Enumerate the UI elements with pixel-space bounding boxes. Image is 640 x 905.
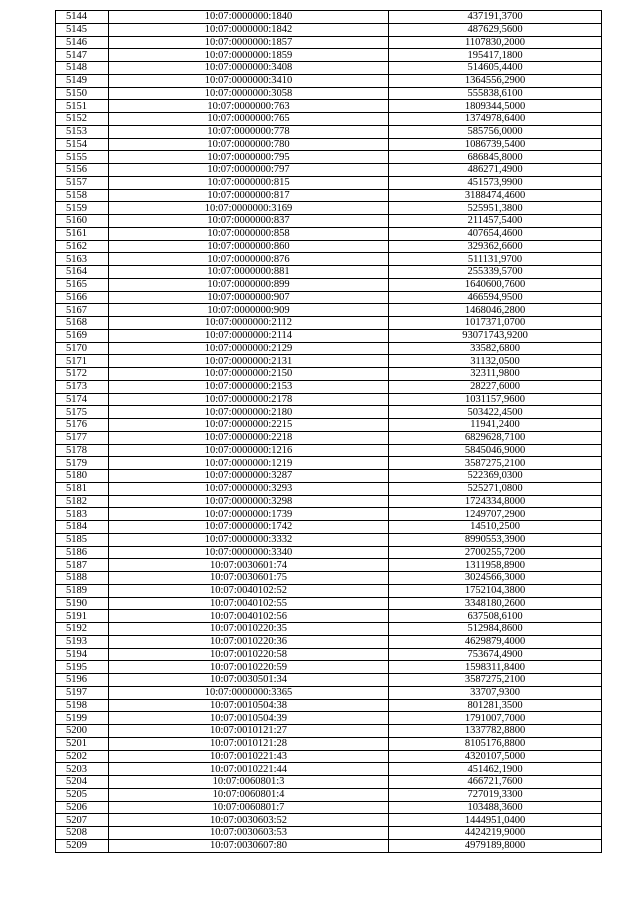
row-number-cell: 5181 — [56, 482, 109, 495]
cadastral-number-cell: 10:07:0000000:907 — [109, 291, 389, 304]
cadastral-value-cell: 33707,9300 — [389, 686, 602, 699]
table-row — [56, 839, 602, 852]
cadastral-value-cell: 525271,0800 — [389, 482, 602, 495]
cadastral-value-cell: 1249707,2900 — [389, 508, 602, 521]
cadastral-number-cell: 10:07:0000000:3365 — [109, 686, 389, 699]
row-number-cell: 5170 — [56, 342, 109, 355]
table-row — [56, 610, 602, 623]
row-number-cell: 5150 — [56, 87, 109, 100]
row-number-cell: 5174 — [56, 393, 109, 406]
cadastral-number-cell: 10:07:0010121:28 — [109, 737, 389, 750]
cadastral-value-cell: 437191,3700 — [389, 11, 602, 24]
table-row — [56, 495, 602, 508]
cadastral-number-cell: 10:07:0060801:7 — [109, 801, 389, 814]
table-row — [56, 240, 602, 253]
table-row — [56, 597, 602, 610]
cadastral-value-cell: 11941,2400 — [389, 419, 602, 432]
row-number-cell: 5187 — [56, 559, 109, 572]
table-row — [56, 750, 602, 763]
cadastral-value-cell: 1640600,7600 — [389, 278, 602, 291]
cadastral-value-cell: 1598311,8400 — [389, 661, 602, 674]
table-row — [56, 623, 602, 636]
cadastral-number-cell: 10:07:0000000:860 — [109, 240, 389, 253]
cadastral-number-cell: 10:07:0000000:780 — [109, 138, 389, 151]
table-row — [56, 686, 602, 699]
table-row — [56, 521, 602, 534]
row-number-cell: 5209 — [56, 839, 109, 852]
row-number-cell: 5175 — [56, 406, 109, 419]
row-number-cell: 5183 — [56, 508, 109, 521]
row-number-cell: 5200 — [56, 725, 109, 738]
row-number-cell: 5199 — [56, 712, 109, 725]
row-number-cell: 5144 — [56, 11, 109, 24]
row-number-cell: 5179 — [56, 457, 109, 470]
table-row — [56, 788, 602, 801]
cadastral-number-cell: 10:07:0000000:2180 — [109, 406, 389, 419]
table-row — [56, 546, 602, 559]
cadastral-number-cell: 10:07:0040102:55 — [109, 597, 389, 610]
cadastral-number-cell: 10:07:0030603:53 — [109, 827, 389, 840]
row-number-cell: 5176 — [56, 419, 109, 432]
table-row — [56, 457, 602, 470]
row-number-cell: 5190 — [56, 597, 109, 610]
row-number-cell: 5163 — [56, 253, 109, 266]
cadastral-value-cell: 1809344,5000 — [389, 100, 602, 113]
cadastral-value-cell: 33582,6800 — [389, 342, 602, 355]
cadastral-number-cell: 10:07:0010221:43 — [109, 750, 389, 763]
cadastral-value-cell: 451573,9900 — [389, 176, 602, 189]
cadastral-number-cell: 10:07:0010220:36 — [109, 635, 389, 648]
cadastral-value-cell: 1031157,9600 — [389, 393, 602, 406]
cadastral-number-cell: 10:07:0000000:909 — [109, 304, 389, 317]
row-number-cell: 5182 — [56, 495, 109, 508]
cadastral-value-cell: 5845046,9000 — [389, 444, 602, 457]
cadastral-value-cell: 486271,4900 — [389, 164, 602, 177]
table-row — [56, 138, 602, 151]
cadastral-value-cell: 511131,9700 — [389, 253, 602, 266]
row-number-cell: 5198 — [56, 699, 109, 712]
cadastral-number-cell: 10:07:0060801:4 — [109, 788, 389, 801]
cadastral-value-cell: 727019,3300 — [389, 788, 602, 801]
row-number-cell: 5188 — [56, 572, 109, 585]
cadastral-value-cell: 103488,3600 — [389, 801, 602, 814]
row-number-cell: 5157 — [56, 176, 109, 189]
table-row — [56, 49, 602, 62]
cadastral-value-cell: 3188474,4600 — [389, 189, 602, 202]
cadastral-value-cell: 3348180,2600 — [389, 597, 602, 610]
cadastral-value-cell: 1337782,8800 — [389, 725, 602, 738]
row-number-cell: 5154 — [56, 138, 109, 151]
table-row — [56, 801, 602, 814]
row-number-cell: 5205 — [56, 788, 109, 801]
cadastral-number-cell: 10:07:0000000:2178 — [109, 393, 389, 406]
cadastral-number-cell: 10:07:0000000:1857 — [109, 36, 389, 49]
row-number-cell: 5195 — [56, 661, 109, 674]
table-row — [56, 725, 602, 738]
row-number-cell: 5207 — [56, 814, 109, 827]
table-row — [56, 737, 602, 750]
row-number-cell: 5162 — [56, 240, 109, 253]
cadastral-number-cell: 10:07:0000000:2129 — [109, 342, 389, 355]
table-row — [56, 712, 602, 725]
table-row — [56, 635, 602, 648]
cadastral-value-cell: 1364556,2900 — [389, 74, 602, 87]
cadastral-number-cell: 10:07:0000000:795 — [109, 151, 389, 164]
row-number-cell: 5192 — [56, 623, 109, 636]
table-row — [56, 23, 602, 36]
cadastral-value-cell: 3024566,3000 — [389, 572, 602, 585]
table-row — [56, 470, 602, 483]
row-number-cell: 5177 — [56, 431, 109, 444]
cadastral-value-cell: 1086739,5400 — [389, 138, 602, 151]
cadastral-value-cell: 3587275,2100 — [389, 457, 602, 470]
table-row — [56, 533, 602, 546]
cadastral-number-cell: 10:07:0030607:80 — [109, 839, 389, 852]
cadastral-value-cell: 512984,8600 — [389, 623, 602, 636]
document-page — [55, 10, 601, 853]
cadastral-value-cell: 801281,3500 — [389, 699, 602, 712]
table-row — [56, 278, 602, 291]
cadastral-number-cell: 10:07:0010504:39 — [109, 712, 389, 725]
cadastral-value-cell: 28227,6000 — [389, 380, 602, 393]
row-number-cell: 5149 — [56, 74, 109, 87]
row-number-cell: 5196 — [56, 674, 109, 687]
cadastral-number-cell: 10:07:0000000:2114 — [109, 329, 389, 342]
cadastral-number-cell: 10:07:0010220:58 — [109, 648, 389, 661]
table-row — [56, 444, 602, 457]
cadastral-value-cell: 466594,9500 — [389, 291, 602, 304]
cadastral-value-cell: 1468046,2800 — [389, 304, 602, 317]
row-number-cell: 5203 — [56, 763, 109, 776]
cadastral-number-cell: 10:07:0000000:2131 — [109, 355, 389, 368]
cadastral-value-cell: 8105176,8800 — [389, 737, 602, 750]
cadastral-number-cell: 10:07:0000000:797 — [109, 164, 389, 177]
row-number-cell: 5158 — [56, 189, 109, 202]
row-number-cell: 5169 — [56, 329, 109, 342]
cadastral-value-table — [55, 10, 602, 853]
cadastral-number-cell: 10:07:0000000:1739 — [109, 508, 389, 521]
cadastral-value-cell: 686845,8000 — [389, 151, 602, 164]
table-row — [56, 253, 602, 266]
cadastral-value-cell: 514605,4400 — [389, 62, 602, 75]
row-number-cell: 5171 — [56, 355, 109, 368]
cadastral-value-cell: 1311958,8900 — [389, 559, 602, 572]
cadastral-value-cell: 4629879,4000 — [389, 635, 602, 648]
row-number-cell: 5146 — [56, 36, 109, 49]
row-number-cell: 5147 — [56, 49, 109, 62]
cadastral-value-cell: 637508,6100 — [389, 610, 602, 623]
cadastral-number-cell: 10:07:0000000:815 — [109, 176, 389, 189]
cadastral-value-cell: 3587275,2100 — [389, 674, 602, 687]
row-number-cell: 5186 — [56, 546, 109, 559]
cadastral-value-cell: 2700255,7200 — [389, 546, 602, 559]
cadastral-number-cell: 10:07:0000000:2150 — [109, 368, 389, 381]
cadastral-value-cell: 4424219,9000 — [389, 827, 602, 840]
row-number-cell: 5148 — [56, 62, 109, 75]
cadastral-value-cell: 522369,0300 — [389, 470, 602, 483]
cadastral-number-cell: 10:07:0000000:763 — [109, 100, 389, 113]
row-number-cell: 5167 — [56, 304, 109, 317]
cadastral-value-cell: 4320107,5000 — [389, 750, 602, 763]
cadastral-number-cell: 10:07:0000000:881 — [109, 266, 389, 279]
row-number-cell: 5189 — [56, 584, 109, 597]
table-row — [56, 508, 602, 521]
cadastral-value-cell: 93071743,9200 — [389, 329, 602, 342]
table-row — [56, 227, 602, 240]
cadastral-number-cell: 10:07:0000000:3408 — [109, 62, 389, 75]
cadastral-number-cell: 10:07:0010220:59 — [109, 661, 389, 674]
table-row — [56, 661, 602, 674]
table-row — [56, 572, 602, 585]
table-row — [56, 406, 602, 419]
cadastral-value-cell: 487629,5600 — [389, 23, 602, 36]
cadastral-number-cell: 10:07:0000000:3298 — [109, 495, 389, 508]
table-row — [56, 648, 602, 661]
cadastral-value-cell: 255339,5700 — [389, 266, 602, 279]
table-body — [56, 11, 602, 853]
cadastral-value-cell: 14510,2500 — [389, 521, 602, 534]
cadastral-number-cell: 10:07:0000000:2215 — [109, 419, 389, 432]
cadastral-number-cell: 10:07:0000000:876 — [109, 253, 389, 266]
table-row — [56, 189, 602, 202]
cadastral-value-cell: 329362,6600 — [389, 240, 602, 253]
table-row — [56, 74, 602, 87]
row-number-cell: 5201 — [56, 737, 109, 750]
cadastral-number-cell: 10:07:0010221:44 — [109, 763, 389, 776]
table-row — [56, 266, 602, 279]
row-number-cell: 5180 — [56, 470, 109, 483]
cadastral-number-cell: 10:07:0030601:75 — [109, 572, 389, 585]
cadastral-number-cell: 10:07:0000000:2112 — [109, 317, 389, 330]
table-row — [56, 482, 602, 495]
cadastral-number-cell: 10:07:0030603:52 — [109, 814, 389, 827]
table-row — [56, 674, 602, 687]
table-row — [56, 393, 602, 406]
row-number-cell: 5168 — [56, 317, 109, 330]
cadastral-number-cell: 10:07:0000000:3169 — [109, 202, 389, 215]
cadastral-number-cell: 10:07:0000000:3410 — [109, 74, 389, 87]
cadastral-value-cell: 31132,0500 — [389, 355, 602, 368]
row-number-cell: 5152 — [56, 113, 109, 126]
row-number-cell: 5166 — [56, 291, 109, 304]
table-row — [56, 559, 602, 572]
cadastral-number-cell: 10:07:0040102:52 — [109, 584, 389, 597]
table-row — [56, 342, 602, 355]
cadastral-value-cell: 1752104,3800 — [389, 584, 602, 597]
cadastral-number-cell: 10:07:0000000:817 — [109, 189, 389, 202]
table-row — [56, 368, 602, 381]
cadastral-value-cell: 4979189,8000 — [389, 839, 602, 852]
row-number-cell: 5164 — [56, 266, 109, 279]
cadastral-number-cell: 10:07:0000000:765 — [109, 113, 389, 126]
cadastral-value-cell: 6829628,7100 — [389, 431, 602, 444]
cadastral-value-cell: 503422,4500 — [389, 406, 602, 419]
table-row — [56, 584, 602, 597]
cadastral-number-cell: 10:07:0030601:74 — [109, 559, 389, 572]
table-row — [56, 827, 602, 840]
cadastral-number-cell: 10:07:0000000:858 — [109, 227, 389, 240]
row-number-cell: 5206 — [56, 801, 109, 814]
cadastral-number-cell: 10:07:0000000:1859 — [109, 49, 389, 62]
cadastral-value-cell: 1017371,0700 — [389, 317, 602, 330]
cadastral-number-cell: 10:07:0000000:3287 — [109, 470, 389, 483]
table-row — [56, 355, 602, 368]
cadastral-number-cell: 10:07:0010121:27 — [109, 725, 389, 738]
table-row — [56, 291, 602, 304]
cadastral-number-cell: 10:07:0000000:899 — [109, 278, 389, 291]
cadastral-value-cell: 1791007,7000 — [389, 712, 602, 725]
cadastral-value-cell: 753674,4900 — [389, 648, 602, 661]
row-number-cell: 5160 — [56, 215, 109, 228]
table-row — [56, 100, 602, 113]
table-row — [56, 431, 602, 444]
row-number-cell: 5155 — [56, 151, 109, 164]
row-number-cell: 5159 — [56, 202, 109, 215]
row-number-cell: 5145 — [56, 23, 109, 36]
table-row — [56, 419, 602, 432]
cadastral-value-cell: 451462,1900 — [389, 763, 602, 776]
table-row — [56, 202, 602, 215]
table-row — [56, 113, 602, 126]
cadastral-value-cell: 1724334,8000 — [389, 495, 602, 508]
row-number-cell: 5194 — [56, 648, 109, 661]
cadastral-number-cell: 10:07:0030501:34 — [109, 674, 389, 687]
table-row — [56, 11, 602, 24]
row-number-cell: 5191 — [56, 610, 109, 623]
row-number-cell: 5208 — [56, 827, 109, 840]
row-number-cell: 5173 — [56, 380, 109, 393]
cadastral-number-cell: 10:07:0040102:56 — [109, 610, 389, 623]
cadastral-value-cell: 585756,0000 — [389, 125, 602, 138]
table-row — [56, 329, 602, 342]
cadastral-number-cell: 10:07:0000000:3293 — [109, 482, 389, 495]
row-number-cell: 5185 — [56, 533, 109, 546]
cadastral-value-cell: 211457,5400 — [389, 215, 602, 228]
cadastral-number-cell: 10:07:0000000:1742 — [109, 521, 389, 534]
cadastral-number-cell: 10:07:0000000:1219 — [109, 457, 389, 470]
cadastral-number-cell: 10:07:0060801:3 — [109, 776, 389, 789]
cadastral-value-cell: 1444951,0400 — [389, 814, 602, 827]
cadastral-value-cell: 1374978,6400 — [389, 113, 602, 126]
cadastral-number-cell: 10:07:0000000:2218 — [109, 431, 389, 444]
row-number-cell: 5172 — [56, 368, 109, 381]
cadastral-number-cell: 10:07:0010504:38 — [109, 699, 389, 712]
row-number-cell: 5202 — [56, 750, 109, 763]
table-row — [56, 125, 602, 138]
cadastral-value-cell: 466721,7600 — [389, 776, 602, 789]
row-number-cell: 5197 — [56, 686, 109, 699]
cadastral-number-cell: 10:07:0000000:778 — [109, 125, 389, 138]
table-row — [56, 62, 602, 75]
row-number-cell: 5178 — [56, 444, 109, 457]
cadastral-number-cell: 10:07:0000000:3058 — [109, 87, 389, 100]
row-number-cell: 5151 — [56, 100, 109, 113]
cadastral-value-cell: 8990553,3900 — [389, 533, 602, 546]
table-row — [56, 164, 602, 177]
row-number-cell: 5184 — [56, 521, 109, 534]
cadastral-value-cell: 195417,1800 — [389, 49, 602, 62]
table-row — [56, 317, 602, 330]
cadastral-number-cell: 10:07:0000000:1840 — [109, 11, 389, 24]
row-number-cell: 5165 — [56, 278, 109, 291]
cadastral-value-cell: 407654,4600 — [389, 227, 602, 240]
table-row — [56, 776, 602, 789]
cadastral-number-cell: 10:07:0000000:1842 — [109, 23, 389, 36]
cadastral-value-cell: 1107830,2000 — [389, 36, 602, 49]
cadastral-number-cell: 10:07:0000000:3332 — [109, 533, 389, 546]
table-row — [56, 87, 602, 100]
cadastral-number-cell: 10:07:0000000:2153 — [109, 380, 389, 393]
table-row — [56, 380, 602, 393]
row-number-cell: 5153 — [56, 125, 109, 138]
table-row — [56, 763, 602, 776]
table-row — [56, 176, 602, 189]
row-number-cell: 5193 — [56, 635, 109, 648]
cadastral-number-cell: 10:07:0000000:1216 — [109, 444, 389, 457]
table-row — [56, 151, 602, 164]
table-row — [56, 699, 602, 712]
cadastral-number-cell: 10:07:0000000:3340 — [109, 546, 389, 559]
table-row — [56, 36, 602, 49]
table-row — [56, 304, 602, 317]
row-number-cell: 5204 — [56, 776, 109, 789]
cadastral-number-cell: 10:07:0010220:35 — [109, 623, 389, 636]
cadastral-value-cell: 525951,3800 — [389, 202, 602, 215]
cadastral-value-cell: 555838,6100 — [389, 87, 602, 100]
cadastral-number-cell: 10:07:0000000:837 — [109, 215, 389, 228]
table-row — [56, 814, 602, 827]
row-number-cell: 5161 — [56, 227, 109, 240]
table-row — [56, 215, 602, 228]
row-number-cell: 5156 — [56, 164, 109, 177]
cadastral-value-cell: 32311,9800 — [389, 368, 602, 381]
